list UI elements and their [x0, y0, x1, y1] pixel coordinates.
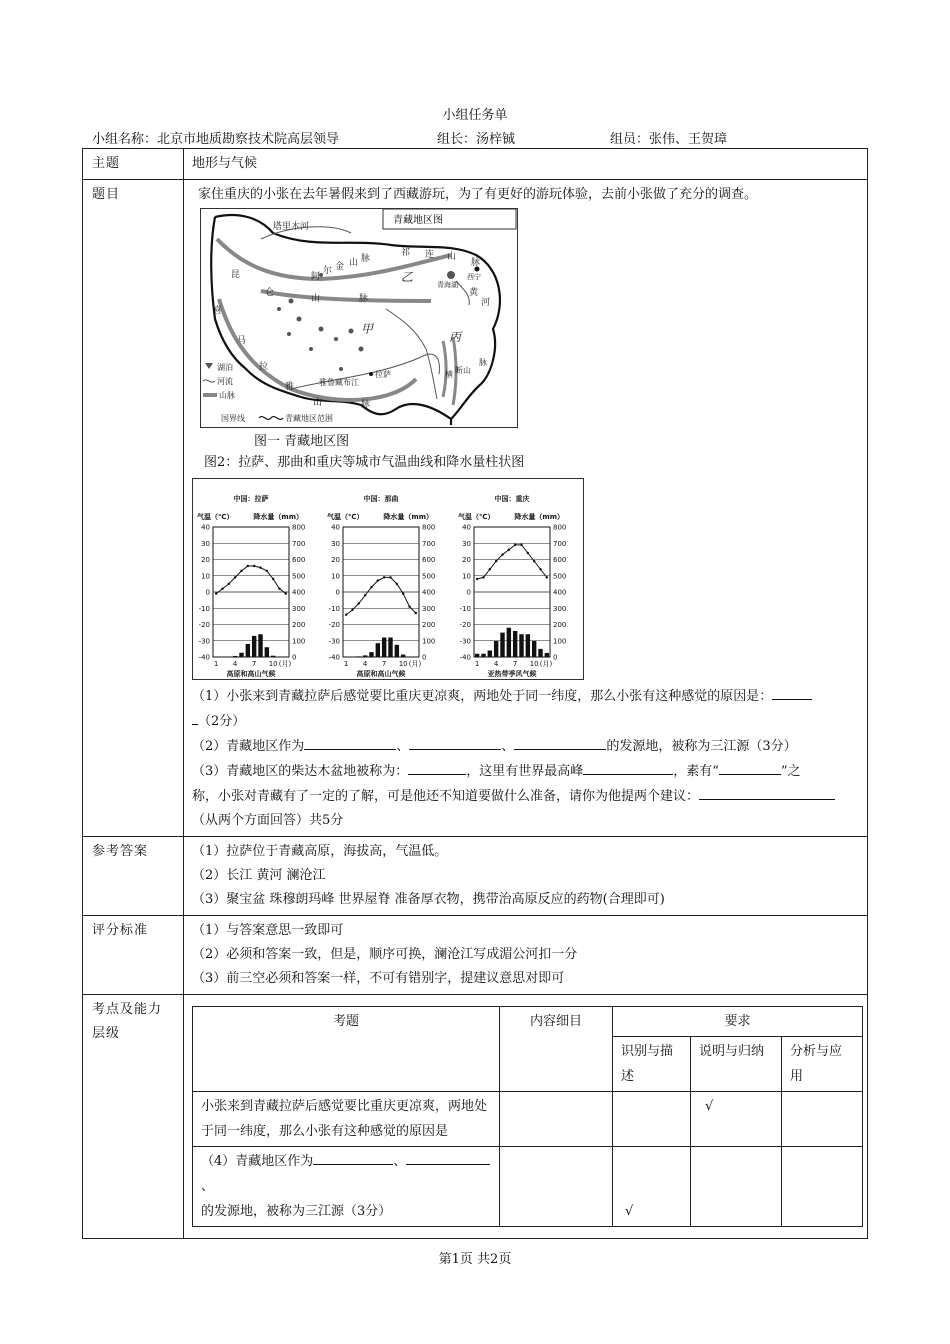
precip-bar [507, 628, 511, 657]
precip-bar [246, 644, 250, 657]
row2-blank-1 [313, 1149, 393, 1165]
temperature-point [482, 576, 484, 578]
right-tick-label: 600 [422, 556, 436, 564]
q2-blank-2 [409, 734, 501, 750]
left-tick-label: -10 [198, 604, 210, 613]
temperature-point [234, 576, 236, 578]
temperature-point [377, 579, 379, 581]
precip-bar [532, 641, 536, 657]
assessment-label-1: 考点及能力 [92, 1002, 163, 1017]
precip-bar [488, 651, 492, 658]
left-tick-label: 10 [331, 572, 340, 581]
q3-text-2 [192, 784, 859, 809]
row2-sep-2: 、 [201, 1179, 215, 1194]
precip-bar [526, 634, 530, 657]
temperature-point [539, 568, 541, 570]
climate-charts [192, 478, 584, 680]
chart-ylabel-left: 气温（℃） [327, 513, 364, 521]
left-tick-label: -40 [328, 653, 340, 662]
right-tick-label: 200 [422, 621, 436, 629]
temperature-point [546, 576, 548, 578]
chart-ylabel-right: 降水量（mm） [383, 513, 433, 521]
left-tick-label: -40 [198, 653, 210, 662]
precip-bar [382, 638, 386, 658]
topic-value: 地形与气候 [184, 149, 868, 180]
chart-ylabel-right: 降水量（mm） [514, 513, 564, 521]
label-hengduan-4: 脉 [479, 358, 487, 367]
precip-bar [252, 636, 256, 657]
precip-bar [239, 653, 243, 657]
criteria-cell [184, 916, 868, 995]
q1-blank [772, 684, 812, 700]
legend-range: 青藏地区范围 [285, 414, 333, 423]
q1-score: （2分） [198, 714, 246, 729]
right-tick-label: 0 [292, 653, 297, 662]
precip-bar [395, 645, 399, 657]
climate-type-label: 亚热带季风气候 [487, 670, 537, 678]
precip-bar [265, 647, 269, 657]
temperature-line [477, 545, 547, 579]
temperature-point [533, 560, 535, 562]
left-tick-label: 0 [205, 588, 210, 597]
label-qilian-1: 祁 [401, 248, 411, 258]
temperature-point [272, 578, 274, 580]
label-lhasa: 拉萨 [375, 370, 391, 379]
q2-blank-1 [304, 734, 396, 750]
label-kunlun-4: 脉 [359, 294, 369, 304]
left-tick-label: -40 [459, 653, 471, 662]
x-tick-label: 1 [474, 660, 480, 668]
left-tick-label: -20 [459, 621, 471, 629]
label-xining: 西宁 [467, 273, 481, 281]
chart-ylabel-left: 气温（℃） [197, 513, 234, 521]
x-tick-label: 7 [381, 660, 387, 668]
temperature-point [278, 588, 280, 590]
map-caption: 图一 青藏地区图 [254, 434, 350, 449]
precip-bar [545, 653, 549, 657]
q3-text [192, 759, 859, 784]
criteria-3: （3）前三空必须和答案一样，不可有错别字，提建议意思对即可 [192, 971, 565, 986]
col-analyze: 分析与应用 [782, 1037, 863, 1092]
temperature-point [253, 565, 255, 567]
temperature-point [364, 594, 366, 596]
legend-river: 河流 [217, 377, 233, 386]
temperature-point [501, 553, 503, 555]
label-hima-5: 山 [313, 398, 323, 408]
left-tick-label: 30 [331, 539, 340, 548]
label-kunlun-3: 山 [311, 294, 321, 304]
x-axis-label: (月) [539, 660, 553, 668]
row2-detail [500, 1147, 613, 1227]
precip-bar [271, 656, 275, 657]
col-explain: 说明与归纳 [691, 1037, 782, 1092]
right-tick-label: 100 [292, 637, 306, 646]
answer-1: （1）拉萨位于青藏高原，海拔高，气温低。 [192, 844, 448, 859]
label-altun-5: 脉 [361, 254, 371, 264]
q3-blank-1 [408, 759, 466, 775]
q3-part-b: ，这里有世界最高峰 [466, 764, 584, 779]
label-hengduan-3: 山 [463, 366, 471, 375]
question-cell [184, 180, 868, 837]
precip-bar [258, 634, 262, 657]
assessment-row-2 [193, 1147, 863, 1227]
temperature-point [228, 583, 230, 585]
right-tick-label: 800 [422, 523, 436, 532]
climate-charts-svg [193, 479, 583, 679]
left-tick-label: 40 [331, 523, 340, 532]
x-tick-label: 4 [232, 660, 238, 668]
row2-identify-check: √ [613, 1147, 691, 1227]
precip-bar [538, 649, 542, 657]
topic-row [83, 149, 868, 180]
right-tick-label: 600 [553, 556, 567, 564]
x-tick-label: 10 [268, 660, 278, 668]
left-tick-label: 40 [201, 523, 210, 532]
group-leader: 组长：汤梓铖 [437, 132, 516, 147]
label-hima-1: 喜 [213, 306, 223, 316]
label-yellow-1: 黄 [469, 288, 479, 298]
assessment-label [83, 995, 184, 1239]
label-hima-6: 脉 [361, 400, 371, 410]
temperature-point [527, 552, 529, 554]
q2-text [192, 734, 859, 759]
group-members: 组员：张伟、王贺璋 [610, 132, 728, 147]
left-tick-label: 30 [462, 539, 471, 548]
precip-bar [363, 655, 367, 657]
right-tick-label: 500 [422, 572, 436, 581]
precip-bar [388, 638, 392, 658]
legend-mountain: 山脉 [219, 391, 235, 400]
chart-title: 中国：重庆 [494, 495, 530, 503]
kunlun-range [217, 239, 451, 279]
qinghai-tibet-map [200, 208, 518, 428]
lhasa-dot [369, 372, 373, 376]
label-yarlung: 雅鲁藏布江 [319, 378, 359, 387]
label-altun-4: 山 [349, 258, 359, 268]
range-outline [211, 215, 500, 425]
assessment-row [83, 995, 868, 1239]
range-legend-icon [259, 417, 283, 420]
criteria-label: 评分标准 [83, 916, 184, 995]
right-tick-label: 300 [292, 604, 306, 613]
label-hima-4: 雅 [285, 382, 295, 392]
row2-explain [691, 1147, 782, 1227]
q3-part-d: ”之 [780, 764, 801, 779]
label-yi: 乙 [401, 270, 414, 284]
left-tick-label: -20 [198, 621, 210, 629]
himalaya-range [219, 299, 416, 400]
row2-analyze [782, 1147, 863, 1227]
left-tick-label: -30 [328, 637, 340, 646]
temperature-point [383, 576, 385, 578]
temperature-point [345, 614, 347, 616]
row2-question [193, 1147, 500, 1227]
temperature-point [520, 544, 522, 546]
x-tick-label: 1 [213, 660, 219, 668]
col-detail: 内容细目 [500, 1007, 613, 1092]
x-tick-label: 7 [512, 660, 518, 668]
left-tick-label: -30 [198, 637, 210, 646]
q3-part-c: ，素有“ [673, 764, 719, 779]
bayan-range [261, 291, 431, 301]
row1-explain-check: √ [691, 1092, 782, 1147]
temperature-point [415, 612, 417, 614]
x-tick-label: 1 [343, 660, 349, 668]
right-tick-label: 500 [553, 572, 567, 581]
right-tick-label: 300 [422, 604, 436, 613]
document-title: 小组任务单 [442, 108, 508, 123]
label-qilian-2: 连 [425, 250, 435, 260]
q2-prefix: （2）青藏地区作为 [192, 739, 305, 754]
q2-suffix: 的发源地，被称为三江源（3分） [606, 739, 797, 754]
answer-2: （2）长江 黄河 澜沧江 [192, 868, 326, 883]
task-table [82, 148, 868, 1239]
precip-bar [500, 633, 504, 657]
precip-bar [357, 656, 361, 657]
answer-3: （3）聚宝盆 珠穆朗玛峰 世界屋脊 准备厚衣物，携带治高原反应的药物(合理即可) [192, 892, 665, 907]
yarlung-river [291, 354, 439, 389]
right-tick-label: 700 [292, 539, 306, 548]
row2-sep: 、 [393, 1154, 407, 1169]
x-tick-label: 7 [251, 660, 257, 668]
right-tick-label: 800 [553, 523, 567, 532]
label-kunlun-1: 昆 [231, 270, 241, 280]
precip-bar [369, 652, 373, 657]
left-tick-label: 10 [462, 572, 471, 581]
col-requirement: 要求 [613, 1007, 863, 1037]
answer-label: 参考答案 [83, 837, 184, 916]
q3-blank-2 [583, 759, 673, 775]
temperature-point [402, 592, 404, 594]
label-jia: 甲 [361, 322, 374, 336]
right-tick-label: 400 [422, 588, 436, 597]
label-hengduan-1: 横 [445, 370, 453, 379]
x-axis-label: (月) [408, 660, 422, 668]
question-intro: 家住重庆的小张在去年暑假来到了西藏游玩，为了有更好的游玩体验，去前小张做了充分的调查。 [198, 187, 758, 202]
temperature-point [370, 586, 372, 588]
right-tick-label: 800 [292, 523, 306, 532]
climate-type-label: 高原和高山气候 [226, 670, 276, 678]
q1-score-line [192, 709, 859, 734]
climate-type-label: 高原和高山气候 [356, 670, 406, 678]
temperature-point [259, 566, 261, 568]
right-tick-label: 0 [553, 653, 558, 662]
label-qinghai-lake: 青海湖 [437, 281, 458, 289]
left-tick-label: -10 [328, 604, 340, 613]
temperature-point [351, 609, 353, 611]
label-hima-3: 拉 [259, 362, 269, 372]
criteria-row [83, 916, 868, 995]
answer-row [83, 837, 868, 916]
chart-title: 中国：那曲 [363, 495, 399, 503]
label-tarim: 塔里木河 [273, 222, 310, 232]
label-qilian-4: 脉 [471, 258, 481, 268]
temperature-point [508, 549, 510, 551]
chart-ylabel-left: 气温（℃） [458, 513, 495, 521]
x-axis-label: (月) [278, 660, 292, 668]
q3-blank-3 [719, 759, 781, 775]
row1-analyze [782, 1092, 863, 1147]
left-tick-label: 20 [462, 556, 471, 564]
left-tick-label: -10 [459, 604, 471, 613]
temperature-point [476, 578, 478, 580]
right-tick-label: 200 [553, 621, 567, 629]
left-tick-label: -20 [328, 621, 340, 629]
temperature-point [408, 605, 410, 607]
topic-label: 主题 [83, 149, 184, 180]
label-hengduan-2: 断 [455, 366, 463, 375]
assessment-row-1 [193, 1092, 863, 1147]
right-tick-label: 100 [553, 637, 567, 646]
temperature-line [216, 566, 286, 594]
q3-part-a: （3）青藏地区的柴达木盆地被称为： [192, 764, 409, 779]
right-tick-label: 300 [553, 604, 567, 613]
left-tick-label: 20 [331, 556, 340, 564]
left-tick-label: 30 [201, 539, 210, 548]
col-question: 考题 [193, 1007, 500, 1092]
row2-question-prefix: （4）青藏地区作为 [201, 1154, 314, 1169]
precip-bar [376, 643, 380, 657]
temperature-point [396, 583, 398, 585]
q3-part-e: 称，小张对青藏有了一定的了解，可是他还不知道要做什么准备，请你为他提两个建议： [192, 789, 700, 804]
left-tick-label: 40 [462, 523, 471, 532]
criteria-2: （2）必须和答案一致，但是，顺序可换，澜沧江写成湄公河扣一分 [192, 947, 578, 962]
right-tick-label: 400 [553, 588, 567, 597]
col-identify: 识别与描述 [613, 1037, 691, 1092]
q1-prompt: （1）小张来到青藏拉萨后感觉要比重庆更凉爽，两地处于同一纬度，那么小张有这种感觉的原因是： [192, 689, 773, 704]
row1-detail [500, 1092, 613, 1147]
q3-score-line: （从两个方面回答）共5分 [192, 813, 344, 828]
question-label: 题目 [83, 180, 184, 837]
group-name: 小组名称：北京市地质勘察技术院高层领导 [92, 132, 340, 147]
precip-bar [494, 641, 498, 657]
row1-identify [613, 1092, 691, 1147]
label-qilian-3: 山 [447, 252, 457, 262]
river-legend-icon [203, 380, 215, 382]
temperature-point [215, 592, 217, 594]
x-tick-label: 10 [529, 660, 539, 668]
temperature-point [240, 570, 242, 572]
right-tick-label: 200 [292, 621, 306, 629]
q3-blank-4 [699, 784, 835, 800]
legend-border: 国界线 [221, 414, 245, 423]
assessment-label-2: 层级 [92, 1026, 121, 1041]
chart-ylabel-right: 降水量（mm） [253, 513, 303, 521]
map-title: 青藏地区图 [393, 215, 443, 226]
x-tick-label: 10 [398, 660, 408, 668]
label-altun-2: 尔 [323, 266, 333, 276]
right-tick-label: 400 [292, 588, 306, 597]
temperature-point [285, 592, 287, 594]
temperature-point [247, 565, 249, 567]
label-bing: 丙 [449, 330, 462, 344]
x-tick-label: 4 [362, 660, 368, 668]
q1-text [192, 684, 859, 709]
precip-bar [481, 654, 485, 657]
temperature-line [346, 577, 416, 614]
page-footer: 第1页 共2页 [438, 1252, 512, 1267]
precip-bar [475, 654, 479, 657]
temperature-point [514, 544, 516, 546]
temperature-point [358, 602, 360, 604]
assessment-header-row [193, 1007, 863, 1037]
left-tick-label: 0 [335, 588, 340, 597]
left-tick-label: 20 [201, 556, 210, 564]
precip-bar [519, 634, 523, 657]
x-tick-label: 4 [493, 660, 499, 668]
precip-bar [513, 631, 517, 657]
q2-blank-3 [514, 734, 606, 750]
right-tick-label: 600 [292, 556, 306, 564]
temperature-point [221, 588, 223, 590]
temperature-point [266, 570, 268, 572]
precip-bar [233, 656, 237, 657]
label-altun-3: 金 [335, 262, 345, 272]
left-tick-label: -30 [459, 637, 471, 646]
label-altun-1: 阿 [311, 272, 321, 282]
row2-question-suffix: 的发源地，被称为三江源（3分） [201, 1204, 392, 1219]
chart-title: 中国：拉萨 [233, 495, 269, 503]
right-tick-label: 700 [422, 539, 436, 548]
answer-cell [184, 837, 868, 916]
row2-blank-2 [406, 1149, 490, 1165]
right-tick-label: 100 [422, 637, 436, 646]
assessment-cell [184, 995, 868, 1239]
label-yellow-2: 河 [481, 298, 491, 308]
right-tick-label: 500 [292, 572, 306, 581]
lake-legend-icon [205, 363, 213, 369]
figure2-caption: 图2：拉萨、那曲和重庆等城市气温曲线和降水量柱状图 [204, 455, 525, 470]
q2-sep-2: 、 [501, 739, 515, 754]
right-tick-label: 700 [553, 539, 567, 548]
temperature-point [489, 568, 491, 570]
criteria-1: （1）与答案意思一致即可 [192, 923, 344, 938]
assessment-table [192, 1006, 863, 1227]
map-figure [201, 209, 517, 427]
label-kunlun-2: 仑 [265, 288, 275, 298]
label-hima-2: 马 [237, 336, 247, 346]
temperature-point [495, 560, 497, 562]
left-tick-label: 0 [466, 588, 471, 597]
temperature-point [389, 576, 391, 578]
question-row [83, 180, 868, 837]
q2-sep-1: 、 [396, 739, 410, 754]
row1-question: 小张来到青藏拉萨后感觉要比重庆更凉爽，两地处于同一纬度，那么小张有这种感觉的原因是 [193, 1092, 500, 1147]
right-tick-label: 0 [422, 653, 427, 662]
legend-lake: 湖泊 [217, 363, 233, 372]
precip-bar [401, 655, 405, 657]
left-tick-label: 10 [201, 572, 210, 581]
